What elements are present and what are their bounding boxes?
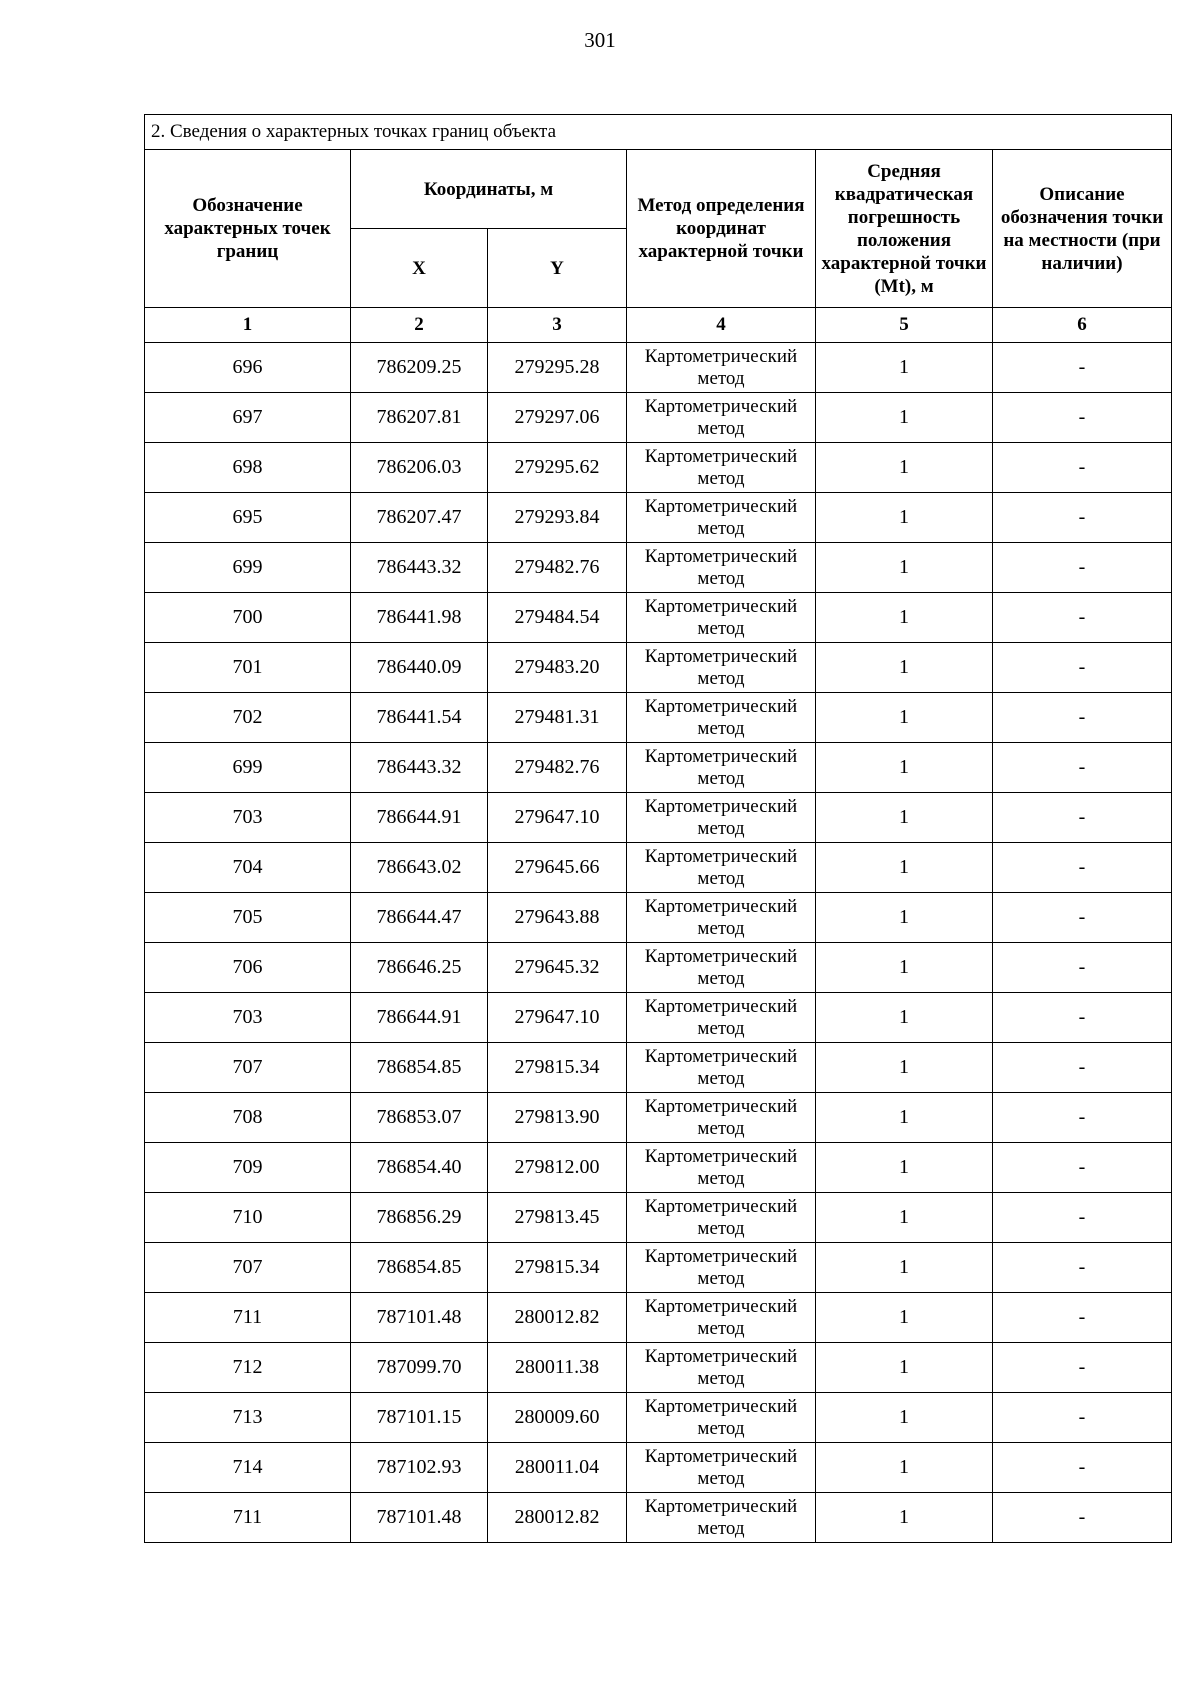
table-row bbox=[145, 1443, 1172, 1493]
coordinate-x-cell: 787101.48 bbox=[351, 1493, 488, 1543]
method-cell: Картометрический метод bbox=[627, 1493, 816, 1543]
table-row bbox=[145, 693, 1172, 743]
description-cell: - bbox=[993, 1143, 1172, 1193]
point-designation-cell: 701 bbox=[145, 643, 351, 693]
point-designation-cell: 707 bbox=[145, 1043, 351, 1093]
coordinate-x-cell: 786441.54 bbox=[351, 693, 488, 743]
header-x: X bbox=[351, 229, 488, 308]
error-value-cell: 1 bbox=[816, 1193, 993, 1243]
table-row bbox=[145, 443, 1172, 493]
table-row bbox=[145, 343, 1172, 393]
coordinate-y-cell: 279481.31 bbox=[488, 693, 627, 743]
description-cell: - bbox=[993, 743, 1172, 793]
coordinate-y-cell: 279645.32 bbox=[488, 943, 627, 993]
table-body bbox=[145, 343, 1172, 1543]
method-cell: Картометрический метод bbox=[627, 493, 816, 543]
error-value-cell: 1 bbox=[816, 1493, 993, 1543]
point-designation-cell: 703 bbox=[145, 793, 351, 843]
coordinate-x-cell: 786644.91 bbox=[351, 993, 488, 1043]
method-cell: Картометрический метод bbox=[627, 643, 816, 693]
column-number-row bbox=[145, 308, 1172, 343]
method-cell: Картометрический метод bbox=[627, 793, 816, 843]
table-row bbox=[145, 393, 1172, 443]
coordinate-x-cell: 786443.32 bbox=[351, 743, 488, 793]
coordinate-x-cell: 786644.47 bbox=[351, 893, 488, 943]
point-designation-cell: 696 bbox=[145, 343, 351, 393]
coordinate-y-cell: 279293.84 bbox=[488, 493, 627, 543]
method-cell: Картометрический метод bbox=[627, 1093, 816, 1143]
description-cell: - bbox=[993, 543, 1172, 593]
point-designation-cell: 714 bbox=[145, 1443, 351, 1493]
method-cell: Картометрический метод bbox=[627, 993, 816, 1043]
column-number: 3 bbox=[488, 308, 627, 343]
coordinate-y-cell: 279815.34 bbox=[488, 1043, 627, 1093]
error-value-cell: 1 bbox=[816, 793, 993, 843]
description-cell: - bbox=[993, 1493, 1172, 1543]
description-cell: - bbox=[993, 893, 1172, 943]
method-cell: Картометрический метод bbox=[627, 343, 816, 393]
error-value-cell: 1 bbox=[816, 943, 993, 993]
table-row bbox=[145, 993, 1172, 1043]
table-row bbox=[145, 1293, 1172, 1343]
table-row bbox=[145, 843, 1172, 893]
coordinate-x-cell: 786854.40 bbox=[351, 1143, 488, 1193]
page-number: 301 bbox=[584, 28, 616, 52]
error-value-cell: 1 bbox=[816, 443, 993, 493]
table-row bbox=[145, 493, 1172, 543]
coordinate-y-cell: 279813.45 bbox=[488, 1193, 627, 1243]
method-cell: Картометрический метод bbox=[627, 1243, 816, 1293]
error-value-cell: 1 bbox=[816, 1293, 993, 1343]
table-row bbox=[145, 743, 1172, 793]
coordinate-x-cell: 786207.47 bbox=[351, 493, 488, 543]
coordinate-x-cell: 786644.91 bbox=[351, 793, 488, 843]
method-cell: Картометрический метод bbox=[627, 1293, 816, 1343]
table-row bbox=[145, 943, 1172, 993]
coordinate-y-cell: 279295.62 bbox=[488, 443, 627, 493]
error-value-cell: 1 bbox=[816, 893, 993, 943]
error-value-cell: 1 bbox=[816, 743, 993, 793]
error-value-cell: 1 bbox=[816, 643, 993, 693]
method-cell: Картометрический метод bbox=[627, 1043, 816, 1093]
point-designation-cell: 695 bbox=[145, 493, 351, 543]
table-row bbox=[145, 1093, 1172, 1143]
coordinate-y-cell: 279483.20 bbox=[488, 643, 627, 693]
method-cell: Картометрический метод bbox=[627, 1343, 816, 1393]
coordinate-y-cell: 280012.82 bbox=[488, 1293, 627, 1343]
coordinate-x-cell: 786854.85 bbox=[351, 1043, 488, 1093]
method-cell: Картометрический метод bbox=[627, 1143, 816, 1193]
point-designation-cell: 711 bbox=[145, 1493, 351, 1543]
coordinate-y-cell: 279297.06 bbox=[488, 393, 627, 443]
point-designation-cell: 708 bbox=[145, 1093, 351, 1143]
coordinate-y-cell: 279815.34 bbox=[488, 1243, 627, 1293]
description-cell: - bbox=[993, 443, 1172, 493]
coordinate-y-cell: 279645.66 bbox=[488, 843, 627, 893]
error-value-cell: 1 bbox=[816, 343, 993, 393]
coordinate-y-cell: 279643.88 bbox=[488, 893, 627, 943]
point-designation-cell: 710 bbox=[145, 1193, 351, 1243]
error-value-cell: 1 bbox=[816, 1343, 993, 1393]
coordinate-x-cell: 786441.98 bbox=[351, 593, 488, 643]
header-coordinates: Координаты, м bbox=[351, 150, 627, 229]
error-value-cell: 1 bbox=[816, 993, 993, 1043]
error-value-cell: 1 bbox=[816, 1043, 993, 1093]
coordinate-y-cell: 280009.60 bbox=[488, 1393, 627, 1443]
method-cell: Картометрический метод bbox=[627, 743, 816, 793]
description-cell: - bbox=[993, 593, 1172, 643]
coordinate-y-cell: 280012.82 bbox=[488, 1493, 627, 1543]
point-designation-cell: 706 bbox=[145, 943, 351, 993]
error-value-cell: 1 bbox=[816, 543, 993, 593]
column-number: 5 bbox=[816, 308, 993, 343]
coordinate-y-cell: 279812.00 bbox=[488, 1143, 627, 1193]
header-designation: Обозначение характерных точек границ bbox=[145, 150, 351, 308]
table-row bbox=[145, 593, 1172, 643]
table-row bbox=[145, 1243, 1172, 1293]
description-cell: - bbox=[993, 993, 1172, 1043]
description-cell: - bbox=[993, 1193, 1172, 1243]
description-cell: - bbox=[993, 493, 1172, 543]
description-cell: - bbox=[993, 793, 1172, 843]
description-cell: - bbox=[993, 1343, 1172, 1393]
method-cell: Картометрический метод bbox=[627, 443, 816, 493]
table-caption: 2. Сведения о характерных точках границ объекта bbox=[145, 115, 1172, 150]
coordinate-x-cell: 786854.85 bbox=[351, 1243, 488, 1293]
method-cell: Картометрический метод bbox=[627, 693, 816, 743]
description-cell: - bbox=[993, 643, 1172, 693]
column-number: 2 bbox=[351, 308, 488, 343]
description-cell: - bbox=[993, 693, 1172, 743]
error-value-cell: 1 bbox=[816, 1443, 993, 1493]
boundary-points-table bbox=[144, 114, 1172, 1543]
description-cell: - bbox=[993, 1093, 1172, 1143]
error-value-cell: 1 bbox=[816, 1093, 993, 1143]
table-row bbox=[145, 1043, 1172, 1093]
coordinate-y-cell: 279813.90 bbox=[488, 1093, 627, 1143]
coordinate-x-cell: 786207.81 bbox=[351, 393, 488, 443]
error-value-cell: 1 bbox=[816, 1143, 993, 1193]
point-designation-cell: 705 bbox=[145, 893, 351, 943]
coordinate-y-cell: 279647.10 bbox=[488, 793, 627, 843]
point-designation-cell: 697 bbox=[145, 393, 351, 443]
method-cell: Картометрический метод bbox=[627, 843, 816, 893]
point-designation-cell: 704 bbox=[145, 843, 351, 893]
description-cell: - bbox=[993, 393, 1172, 443]
method-cell: Картометрический метод bbox=[627, 1393, 816, 1443]
coordinate-y-cell: 279482.76 bbox=[488, 543, 627, 593]
method-cell: Картометрический метод bbox=[627, 393, 816, 443]
table-row bbox=[145, 1493, 1172, 1543]
coordinate-x-cell: 786440.09 bbox=[351, 643, 488, 693]
method-cell: Картометрический метод bbox=[627, 943, 816, 993]
description-cell: - bbox=[993, 843, 1172, 893]
coordinate-x-cell: 786646.25 bbox=[351, 943, 488, 993]
description-cell: - bbox=[993, 1293, 1172, 1343]
point-designation-cell: 709 bbox=[145, 1143, 351, 1193]
coordinate-x-cell: 786853.07 bbox=[351, 1093, 488, 1143]
error-value-cell: 1 bbox=[816, 1243, 993, 1293]
description-cell: - bbox=[993, 1243, 1172, 1293]
coordinate-y-cell: 279295.28 bbox=[488, 343, 627, 393]
table-row bbox=[145, 643, 1172, 693]
coordinate-x-cell: 787101.48 bbox=[351, 1293, 488, 1343]
description-cell: - bbox=[993, 1043, 1172, 1093]
header-description: Описание обозначения точки на местности (при наличии) bbox=[993, 150, 1172, 308]
header-y: Y bbox=[488, 229, 627, 308]
error-value-cell: 1 bbox=[816, 693, 993, 743]
column-number: 6 bbox=[993, 308, 1172, 343]
error-value-cell: 1 bbox=[816, 493, 993, 543]
table-row bbox=[145, 543, 1172, 593]
description-cell: - bbox=[993, 943, 1172, 993]
point-designation-cell: 698 bbox=[145, 443, 351, 493]
coordinate-x-cell: 786209.25 bbox=[351, 343, 488, 393]
point-designation-cell: 699 bbox=[145, 743, 351, 793]
coordinate-y-cell: 279482.76 bbox=[488, 743, 627, 793]
table-row bbox=[145, 893, 1172, 943]
method-cell: Картометрический метод bbox=[627, 893, 816, 943]
coordinate-y-cell: 280011.38 bbox=[488, 1343, 627, 1393]
point-designation-cell: 711 bbox=[145, 1293, 351, 1343]
coordinate-x-cell: 786206.03 bbox=[351, 443, 488, 493]
method-cell: Картометрический метод bbox=[627, 593, 816, 643]
description-cell: - bbox=[993, 343, 1172, 393]
column-number: 4 bbox=[627, 308, 816, 343]
coordinate-x-cell: 786443.32 bbox=[351, 543, 488, 593]
point-designation-cell: 702 bbox=[145, 693, 351, 743]
error-value-cell: 1 bbox=[816, 843, 993, 893]
point-designation-cell: 712 bbox=[145, 1343, 351, 1393]
method-cell: Картометрический метод bbox=[627, 543, 816, 593]
point-designation-cell: 703 bbox=[145, 993, 351, 1043]
coordinate-x-cell: 786643.02 bbox=[351, 843, 488, 893]
error-value-cell: 1 bbox=[816, 393, 993, 443]
table-row bbox=[145, 1143, 1172, 1193]
coordinate-x-cell: 786856.29 bbox=[351, 1193, 488, 1243]
coordinate-x-cell: 787099.70 bbox=[351, 1343, 488, 1393]
description-cell: - bbox=[993, 1443, 1172, 1493]
coordinate-y-cell: 280011.04 bbox=[488, 1443, 627, 1493]
coordinate-x-cell: 787101.15 bbox=[351, 1393, 488, 1443]
coordinate-x-cell: 787102.93 bbox=[351, 1443, 488, 1493]
coordinate-y-cell: 279484.54 bbox=[488, 593, 627, 643]
header-method: Метод определения координат характерной точки bbox=[627, 150, 816, 308]
point-designation-cell: 713 bbox=[145, 1393, 351, 1443]
table-row bbox=[145, 1393, 1172, 1443]
point-designation-cell: 707 bbox=[145, 1243, 351, 1293]
header-error: Средняя квадратическая погрешность положения характерной точки (Mt), м bbox=[816, 150, 993, 308]
table-row bbox=[145, 1193, 1172, 1243]
table-row bbox=[145, 1343, 1172, 1393]
method-cell: Картометрический метод bbox=[627, 1443, 816, 1493]
point-designation-cell: 700 bbox=[145, 593, 351, 643]
error-value-cell: 1 bbox=[816, 593, 993, 643]
column-number: 1 bbox=[145, 308, 351, 343]
method-cell: Картометрический метод bbox=[627, 1193, 816, 1243]
error-value-cell: 1 bbox=[816, 1393, 993, 1443]
description-cell: - bbox=[993, 1393, 1172, 1443]
coordinate-y-cell: 279647.10 bbox=[488, 993, 627, 1043]
point-designation-cell: 699 bbox=[145, 543, 351, 593]
table-row bbox=[145, 793, 1172, 843]
